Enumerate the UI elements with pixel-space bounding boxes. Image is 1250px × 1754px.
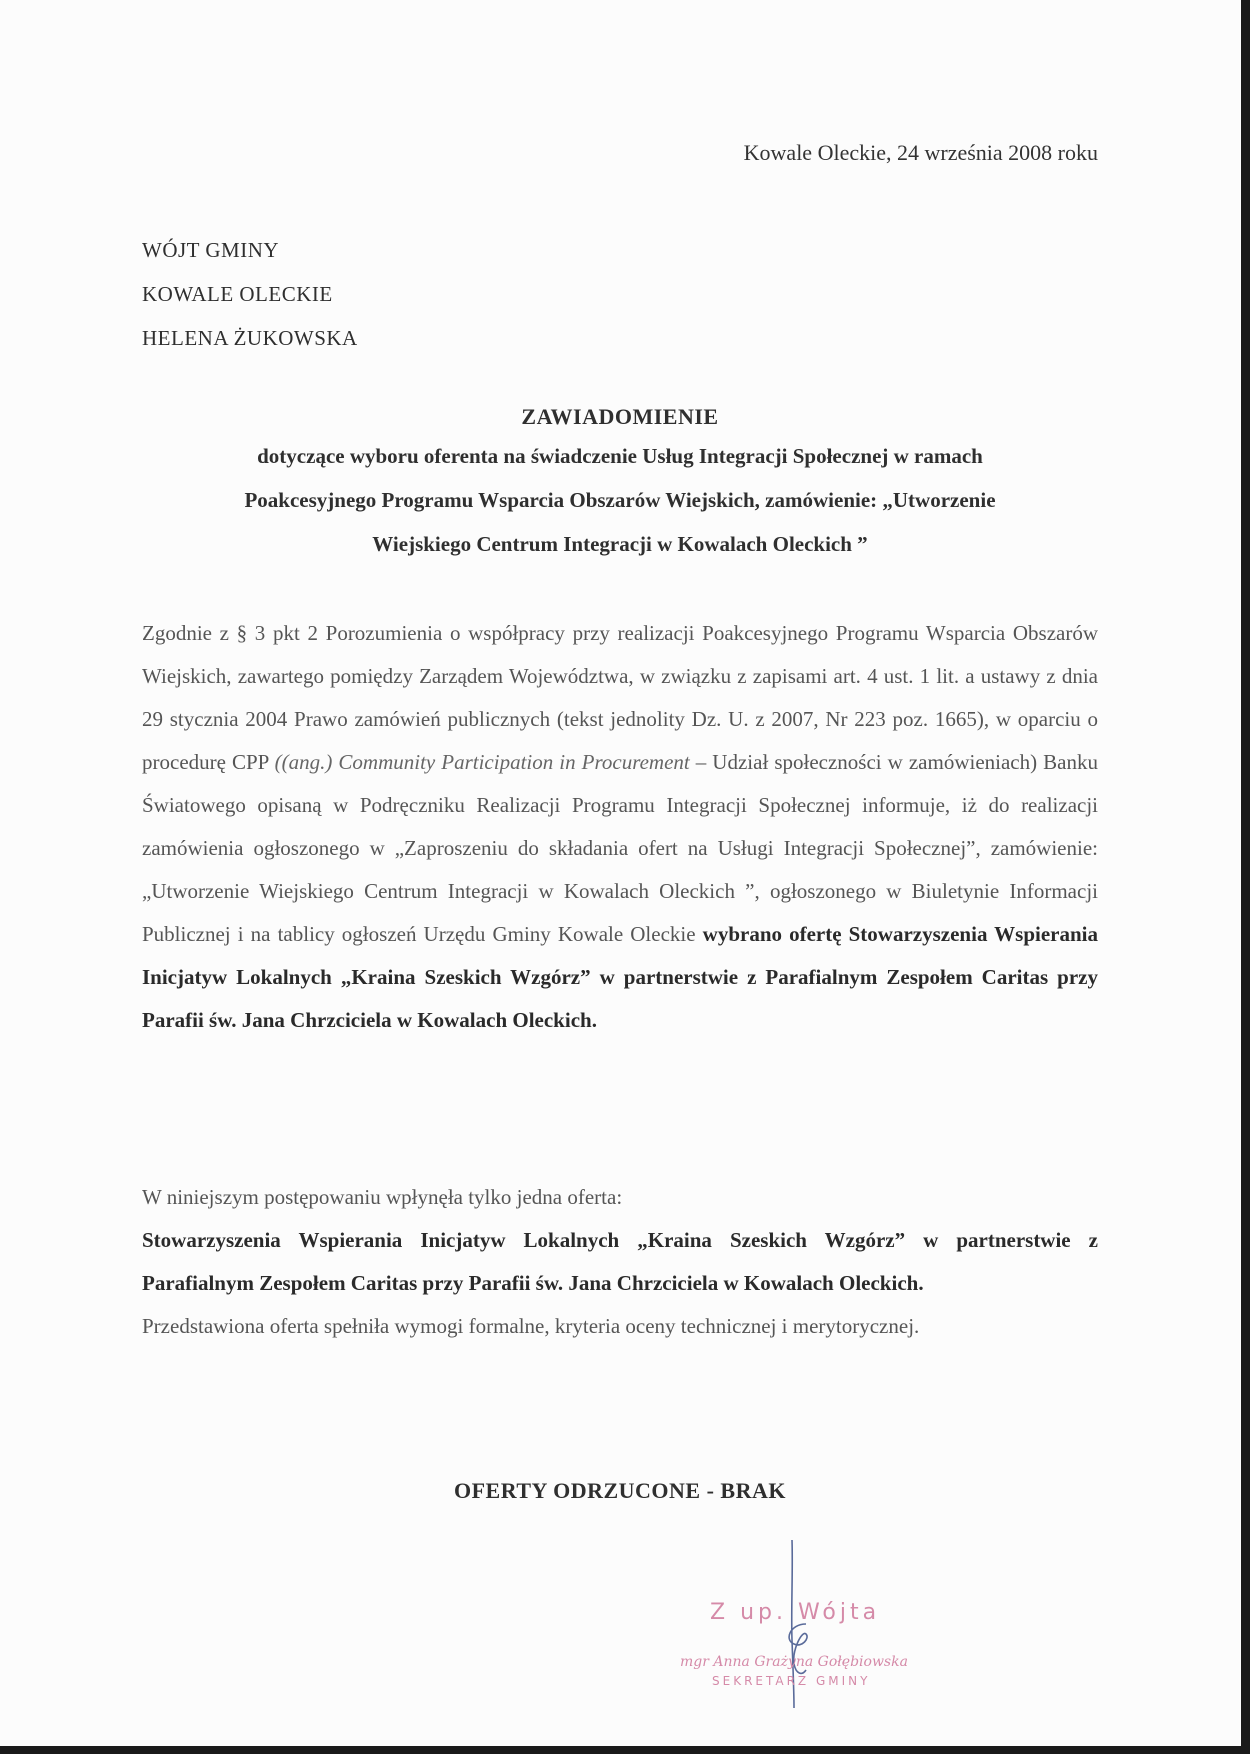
document-title: ZAWIADOMIENIE (521, 404, 719, 429)
stamp-main-text: Z up. Wójta (710, 1600, 881, 1625)
scan-border-bottom (0, 1746, 1250, 1754)
body-bold-text: wybrano ofertę Stowarzyszenia Wspierania Inicjatyw Lokalnych „Kraina Szeskich Wzgórz” w partnerstwie z Parafialnym Zespołem Caritas przy Parafii św. Jana Chrzciciela w Kowalach Oleckich. (142, 922, 1098, 1032)
sender-line: KOWALE OLECKIE (142, 282, 333, 306)
stamp-name-text: mgr Anna Grażyna Gołębiowska (680, 1654, 908, 1670)
offers-intro: W niniejszym postępowaniu wpłynęła tylko jedna oferta: (142, 1185, 623, 1209)
rejected-offers-heading: OFERTY ODRZUCONE - BRAK (454, 1478, 786, 1503)
sender-line: WÓJT GMINY (142, 238, 280, 262)
main-paragraph (142, 612, 1098, 1042)
offers-section (142, 1176, 1098, 1348)
title-block (142, 400, 1098, 566)
stamp-role-text: SEKRETARZ GMINY (712, 1674, 871, 1688)
sender-line: HELENA ŻUKOWSKA (142, 326, 358, 350)
body-italic-text: ((ang.) Community Participation in Procurement (274, 750, 690, 774)
sender-block (142, 228, 358, 360)
body-text: – Udział społeczności w zamówieniach) Banku Światowego opisaną w Podręczniku Realizacji Programu Integracji Społecznej informuje, iż do realizacji zamówienia ogłoszonego w „Zaproszeniu do składania ofert na Usługi Integracji Społecznej”, zamówienie: „Utworzenie Wiejskiego Centrum Integracji w Kowalach Oleckich ”, ogłoszonego w Biuletynie Informacji Publicznej i na tablicy ogłoszeń Urzędu Gminy Kowale Oleckie (142, 750, 1098, 946)
subject-line: Poakcesyjnego Programu Wsparcia Obszarów Wiejskich, zamówienie: „Utworzenie (244, 488, 996, 512)
subject-line: dotyczące wyboru oferenta na świadczenie Usług Integracji Społecznej w ramach (257, 444, 983, 468)
offers-result: Przedstawiona oferta spełniła wymogi formalne, kryteria oceny technicznej i merytorycznej. (142, 1314, 920, 1338)
date-line: Kowale Oleckie, 24 września 2008 roku (743, 140, 1098, 165)
body-text: Zgodnie z § 3 pkt 2 Porozumienia o współpracy przy realizacji Poakcesyjnego Programu Wsparcia Obszarów Wiejskich, zawartego pomiędzy Zarządem Województwa, w związku z zapisami art. 4 ust. 1 lit. a ustawy z dnia 29 stycznia 2004 Prawo zamówień publicznych (tekst jednolity Dz. U. z 2007, Nr 223 poz. 1665), w oparciu o procedurę CPP (142, 621, 1098, 774)
subject-line: Wiejskiego Centrum Integracji w Kowalach Oleckich ” (372, 532, 868, 556)
scan-border-right (1241, 0, 1250, 1754)
offers-bold-text: Stowarzyszenia Wspierania Inicjatyw Lokalnych „Kraina Szeskich Wzgórz” w partnerstwie z Parafialnym Zespołem Caritas przy Parafii św. Jana Chrzciciela w Kowalach Oleckich. (142, 1228, 1098, 1295)
signature-stamp (660, 1540, 960, 1710)
